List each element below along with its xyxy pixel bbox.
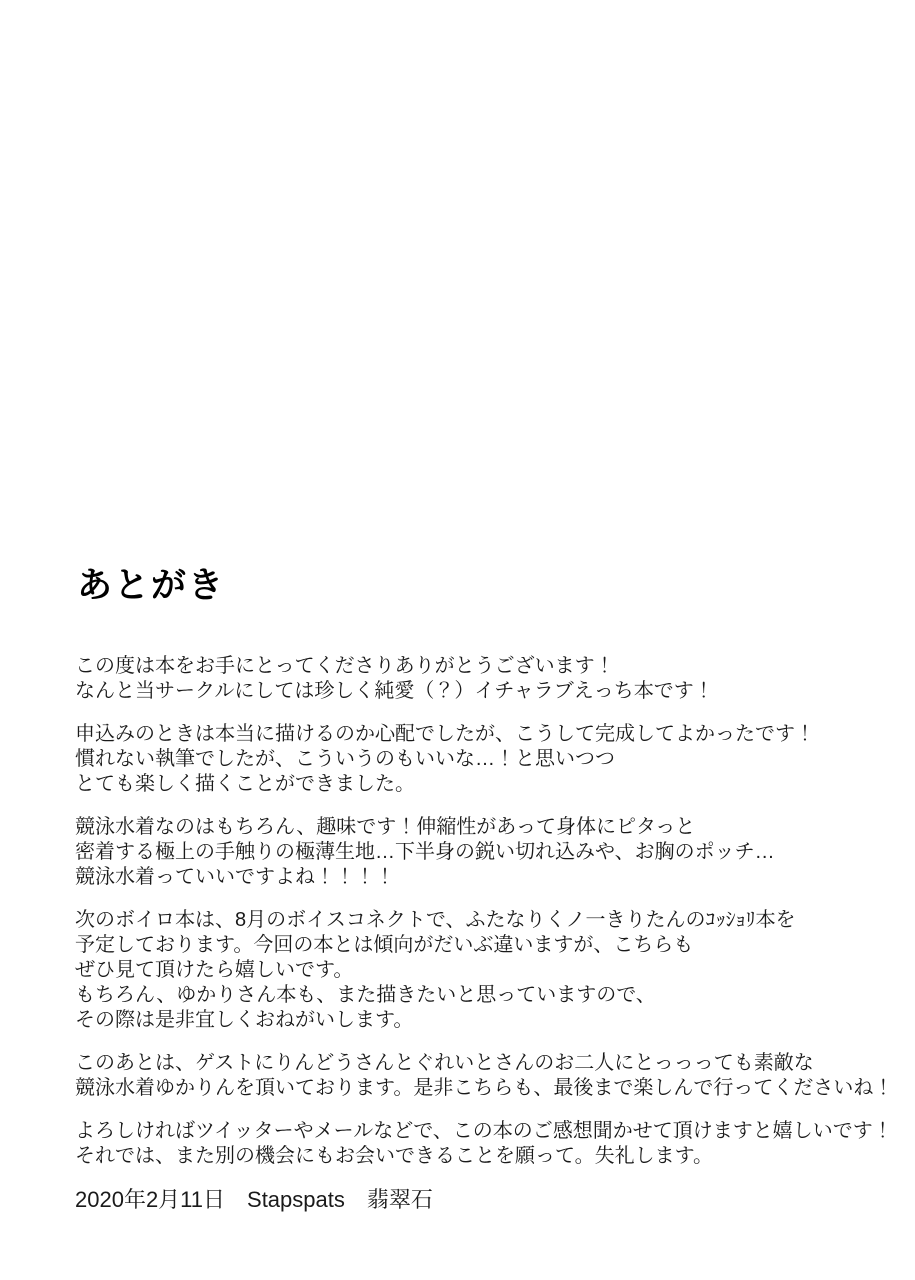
text-line: なんと当サークルにしては珍しく純愛（？）イチャラブえっち本です！ [75, 680, 714, 702]
text-line: 競泳水着なのはもちろん、趣味です！伸縮性があって身体にピタっと [75, 816, 696, 838]
text-line: もちろん、ゆかりさん本も、また描きたいと思っていますので、 [75, 984, 656, 1006]
afterword-paragraph [75, 908, 880, 1033]
text-line: 予定しております。今回の本とは傾向がだいぶ違いますが、こちらも [75, 934, 694, 956]
afterword-paragraph [75, 1119, 893, 1169]
afterword-paragraph [75, 815, 880, 890]
text-line: このあとは、ゲストにりんどうさんとぐれいとさんのお二人にとっっっても素敵な [75, 1052, 814, 1074]
text-line: この度は本をお手にとってくださりありがとうございます！ [75, 655, 615, 677]
page-title: あとがき [77, 566, 226, 606]
afterword-body [75, 654, 894, 1231]
text-line: 競泳水着っていいですよね！！！！ [75, 866, 395, 888]
text-line: とても楽しく描くことができました。 [75, 773, 415, 795]
text-line: その際は是非宜しくおねがいします。 [75, 1009, 414, 1031]
text-line: 密着する極上の手触りの極薄生地…下半身の鋭い切れ込みや、お胸のポッチ… [75, 841, 775, 863]
afterword-paragraph [75, 654, 880, 704]
afterword-paragraph [75, 1051, 894, 1101]
text-line: それでは、また別の機会にもお会いできることを願って。失礼します。 [75, 1145, 713, 1167]
signature-line: 2020年2月11日 Stapspats 翡翠石 [75, 1187, 433, 1212]
text-line: 慣れない執筆でしたが、こういうのもいいな…！と思いつつ [75, 748, 615, 770]
text-line: 申込みのときは本当に描けるのか心配でしたが、こうして完成してよかったです！ [75, 723, 815, 745]
text-line: よろしければツイッターやメールなどで、この本のご感想聞かせて頂けますと嬉しいです！ [75, 1120, 893, 1142]
text-line: 競泳水着ゆかりんを頂いております。是非こちらも、最後まで楽しんで行ってくださいね！ [75, 1077, 894, 1099]
text-line: 次のボイロ本は、8月のボイスコネクトで、ふたなりくノ一きりたんのｺｯｼｮﾘ本を [75, 909, 796, 931]
text-line: ぜひ見て頂けたら嬉しいです。 [75, 959, 354, 981]
afterword-paragraph [75, 722, 880, 797]
